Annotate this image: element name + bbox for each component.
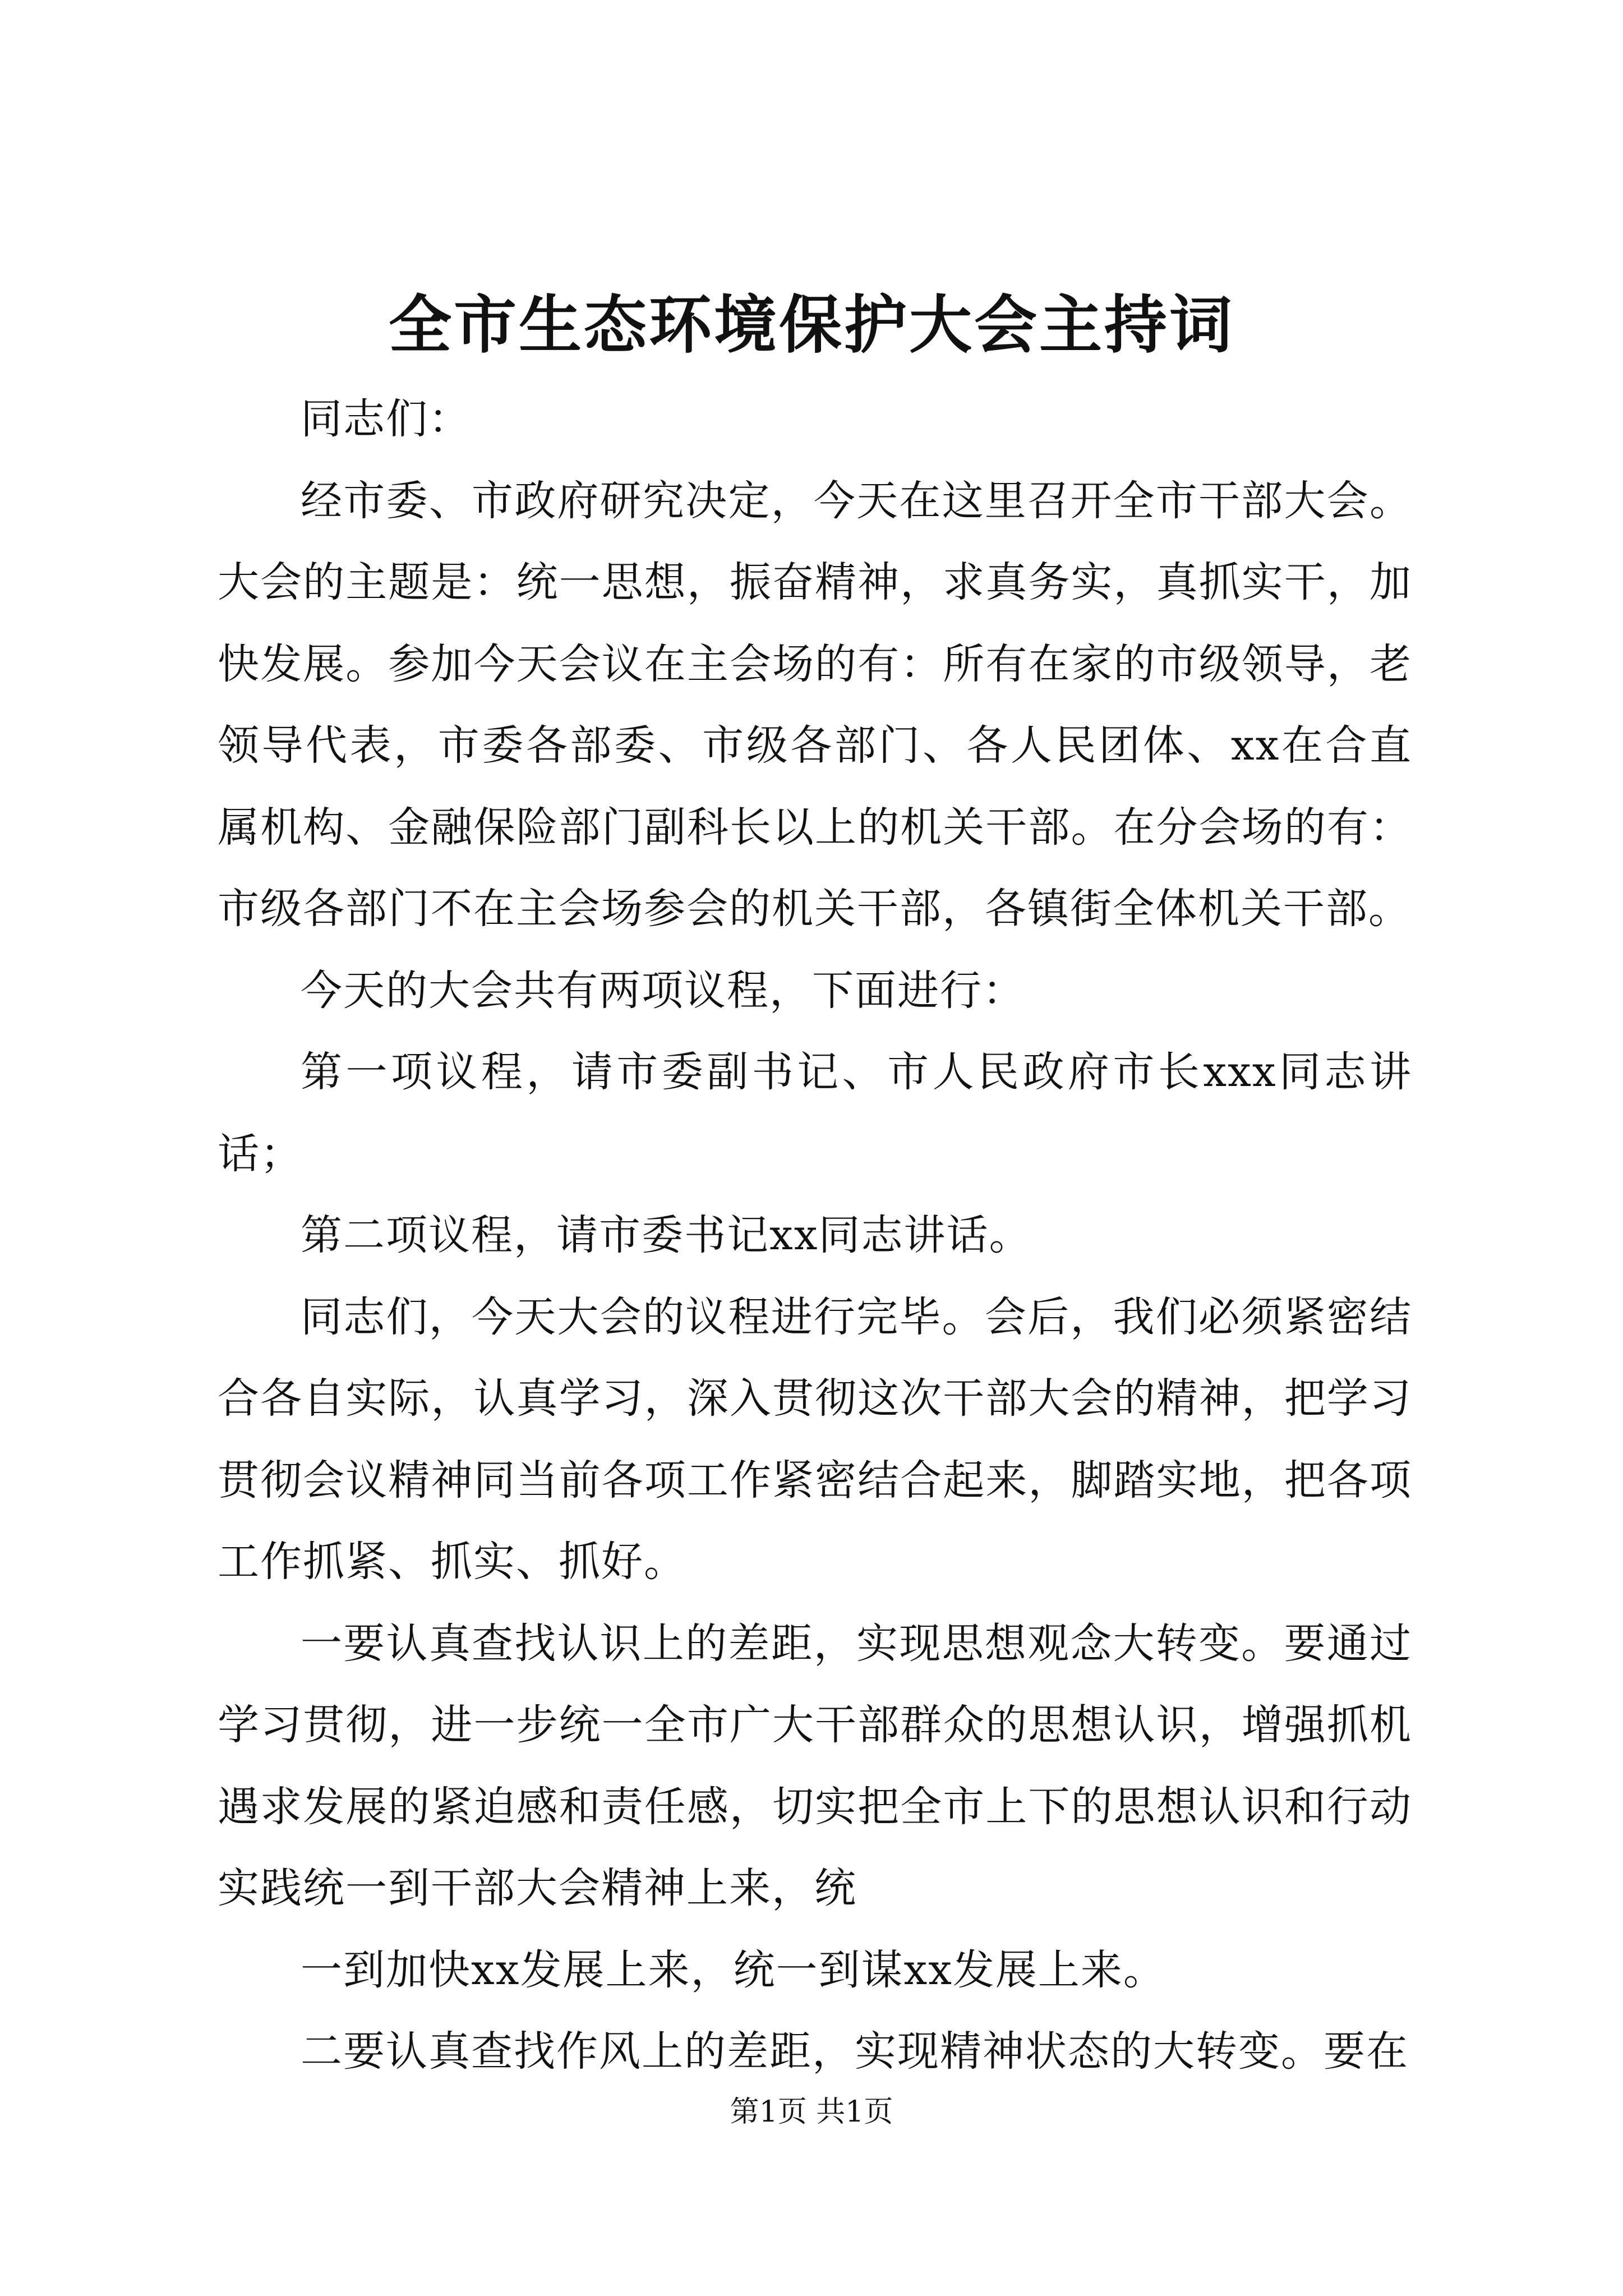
paragraph-meeting-intro: 经市委、市政府研究决定，今天在这里召开全市干部大会。大会的主题是：统一思想，振奋精神，求真务实，真抓实干，加快发展。参加今天会议在主会场的有：所有在家的市级领导，老领导代表，市委各部委、市级各部门、各人民团体、xx在合直属机构、金融保险部门副科长以上的机关干部。在分会场的有：市级各部门不在主会场参会的机关干部，各镇街全体机关干部。: [218, 476, 1412, 933]
paragraph-greeting: 同志们：: [301, 395, 471, 443]
paragraph-point-1-continued: 一到加快xx发展上来，统一到谋xx发展上来。: [301, 1945, 1166, 1994]
paragraph-point-2: 二要认真查找作风上的差距，实现精神状态的大转变。要在: [301, 2027, 1409, 2076]
document-body: [218, 379, 1412, 2093]
paragraph-closing-remarks: 同志们，今天大会的议程进行完毕。会后，我们必须紧密结合各自实际，认真学习，深入贯彻这次干部大会的精神，把学习贯彻会议精神同当前各项工作紧密结合起来，脚踏实地，把各项工作抓紧、抓实、抓好。: [218, 1292, 1412, 1586]
paragraph-agenda-item-1: 第一项议程，请市委副书记、市人民政府市长xxx同志讲话；: [218, 1048, 1412, 1178]
paragraph-agenda-item-2: 第二项议程，请市委书记xx同志讲话。: [301, 1211, 1032, 1259]
document-title: 全市生态环境保护大会主持词: [389, 288, 1234, 362]
page-footer: 第1页 共1页: [730, 2095, 893, 2129]
paragraph-point-1: 一要认真查找认识上的差距，实现思想观念大转变。要通过学习贯彻，进一步统一全市广大干部群众的思想认识，增强抓机遇求发展的紧迫感和责任感，切实把全市上下的思想认识和行动实践统一到干部大会精神上来，统: [218, 1619, 1412, 1912]
paragraph-agenda-intro: 今天的大会共有两项议程，下面进行：: [301, 966, 1025, 1015]
